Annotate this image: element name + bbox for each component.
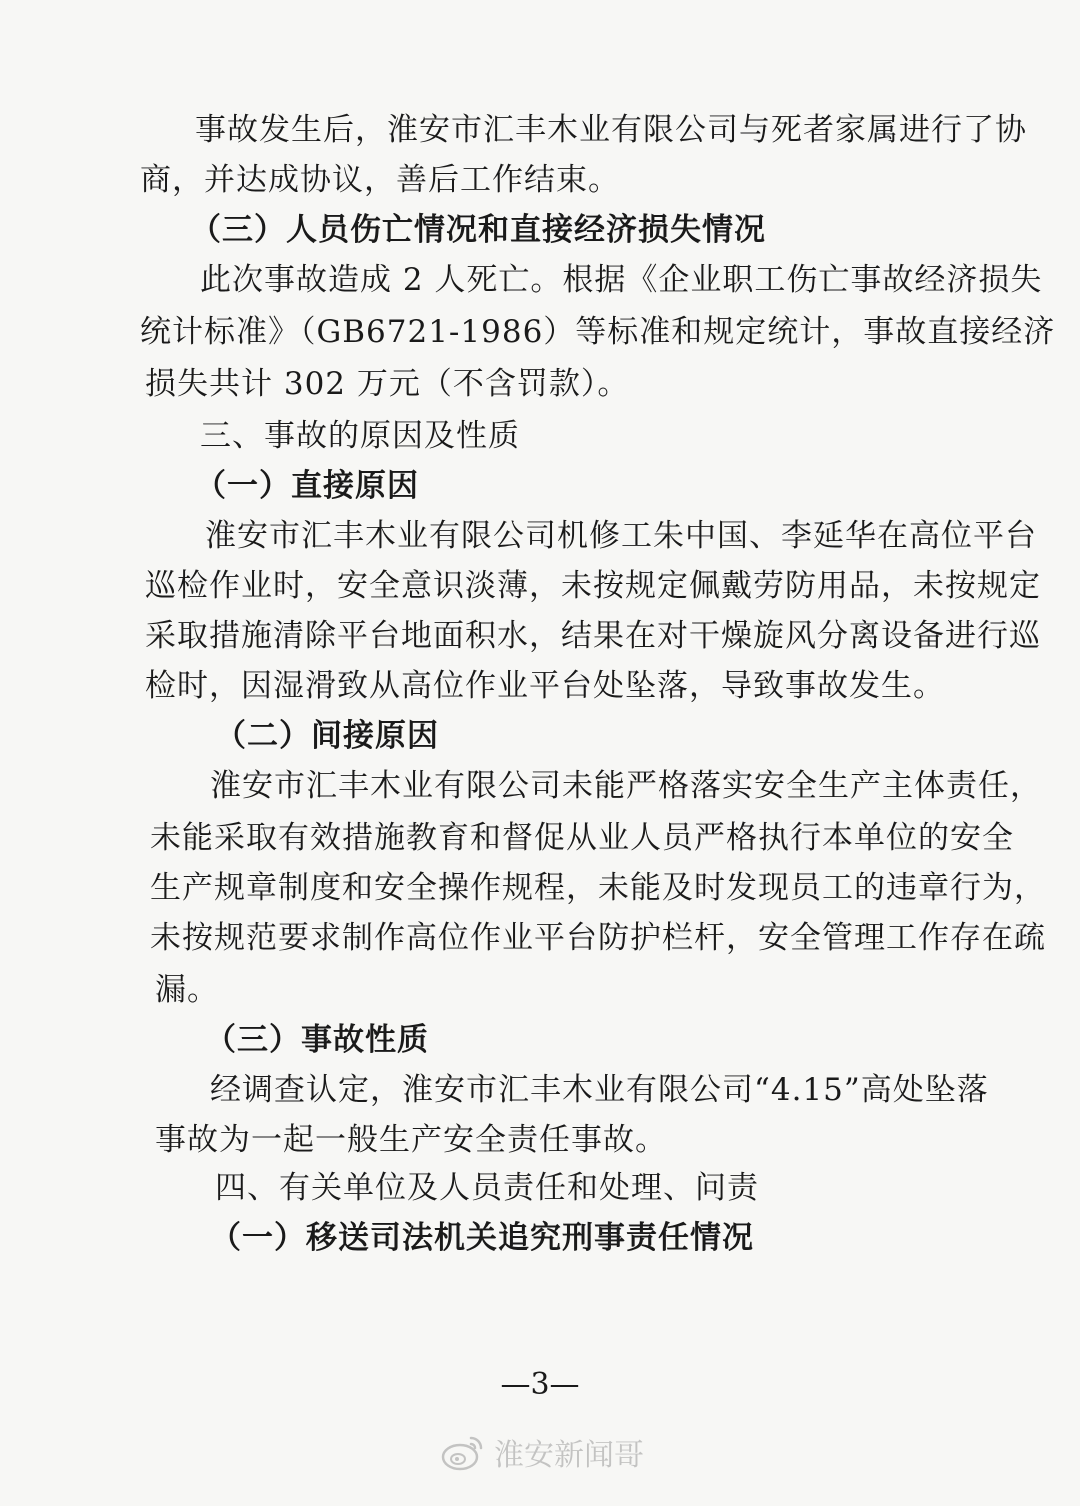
chapter-heading: 四、有关单位及人员责任和处理、问责: [215, 1170, 759, 1206]
paragraph-line: 商，并达成协议，善后工作结束。: [140, 162, 620, 198]
page-number: —3—: [500, 1367, 580, 1402]
weibo-icon: [440, 1432, 486, 1472]
watermark: [440, 1430, 644, 1474]
watermark-text: 淮安新闻哥: [494, 1438, 644, 1473]
chapter-heading: 三、事故的原因及性质: [200, 418, 520, 454]
paragraph-line: 漏。: [155, 972, 219, 1008]
paragraph-line: 淮安市汇丰木业有限公司未能严格落实安全生产主体责任，: [210, 768, 1042, 804]
paragraph-line: 生产规章制度和安全操作规程，未能及时发现员工的违章行为，: [150, 870, 1046, 906]
paragraph-line: 检时，因湿滑致从高位作业平台处坠落，导致事故发生。: [145, 668, 945, 704]
paragraph-line: 经调查认定，淮安市汇丰木业有限公司“4.15”高处坠落: [210, 1072, 989, 1108]
paragraph-line: 未能采取有效措施教育和督促从业人员严格执行本单位的安全: [150, 820, 1014, 856]
paragraph-line: 事故发生后，淮安市汇丰木业有限公司与死者家属进行了协: [195, 112, 1027, 148]
paragraph-line: 事故为一起一般生产安全责任事故。: [155, 1122, 667, 1158]
section-heading: （三）事故性质: [205, 1022, 429, 1058]
section-heading: （一）直接原因: [195, 468, 419, 504]
paragraph-line: 损失共计 302 万元（不含罚款）。: [145, 366, 630, 402]
paragraph-line: 采取措施清除平台地面积水，结果在对干燥旋风分离设备进行巡: [145, 618, 1041, 654]
section-heading: （二）间接原因: [215, 718, 439, 754]
paragraph-line: 淮安市汇丰木业有限公司机修工朱中国、李延华在高位平台: [205, 518, 1037, 554]
paragraph-line: 此次事故造成 2 人死亡。根据《企业职工伤亡事故经济损失: [200, 262, 1043, 298]
section-heading: （一）移送司法机关追究刑事责任情况: [210, 1220, 754, 1256]
paragraph-line: 统计标准》（GB6721-1986）等标准和规定统计，事故直接经济: [140, 314, 1056, 350]
paragraph-line: 巡检作业时，安全意识淡薄，未按规定佩戴劳防用品，未按规定: [145, 568, 1041, 604]
section-heading: （三）人员伤亡情况和直接经济损失情况: [190, 212, 766, 248]
paragraph-line: 未按规范要求制作高位作业平台防护栏杆，安全管理工作存在疏: [150, 920, 1046, 956]
